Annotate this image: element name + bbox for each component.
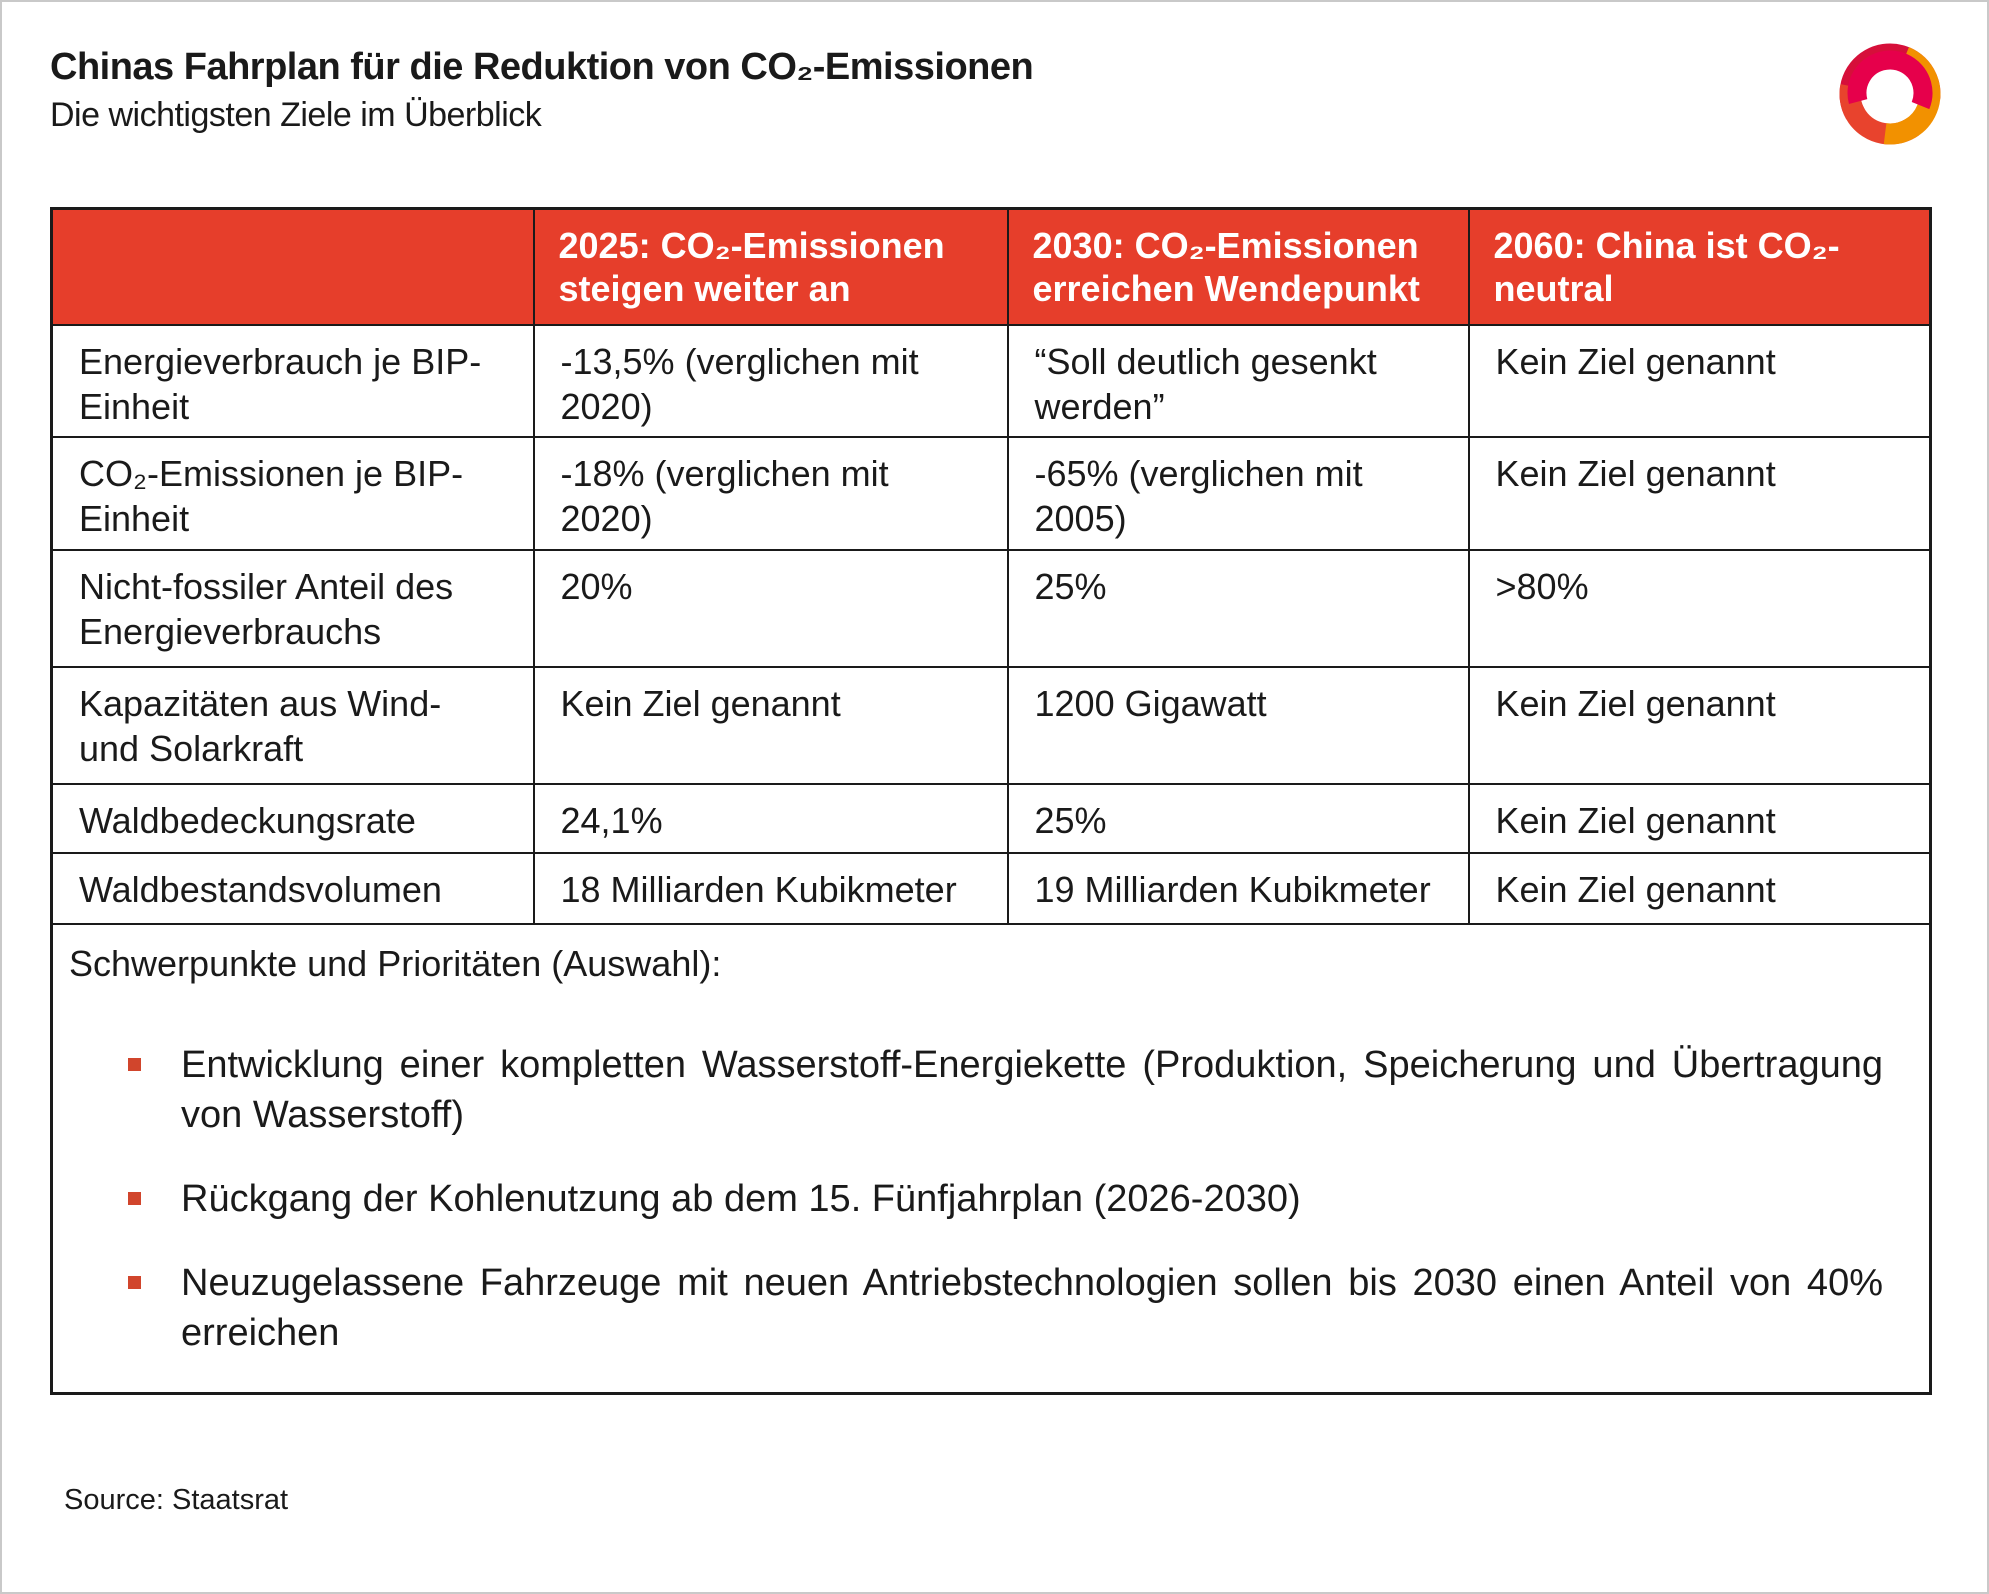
priorities-list bbox=[69, 1040, 1913, 1359]
list-item bbox=[69, 1258, 1913, 1358]
list-item-text: Entwicklung einer kompletten Wasserstoff-Energiekette (Produktion, Speicherung und Übertragung von Wasserstoff) bbox=[181, 1043, 1883, 1136]
row-label-cell: Waldbestandsvolumen bbox=[52, 853, 534, 924]
priorities-section bbox=[52, 924, 1931, 1394]
value-cell-2025: -13,5% (verglichen mit 2020) bbox=[534, 325, 1008, 437]
row-label-cell: Energieverbrauch je BIP-Einheit bbox=[52, 325, 534, 437]
row-label-cell: Nicht-fossiler Anteil des Energieverbrauchs bbox=[52, 550, 534, 667]
value-cell-2030: 25% bbox=[1008, 550, 1469, 667]
list-item bbox=[69, 1040, 1913, 1140]
table-header-row bbox=[52, 209, 1931, 325]
value-cell-2030: 1200 Gigawatt bbox=[1008, 667, 1469, 784]
value-cell-2025: 18 Milliarden Kubikmeter bbox=[534, 853, 1008, 924]
bullet-square-icon bbox=[128, 1276, 141, 1289]
table-row bbox=[52, 550, 1931, 667]
value-cell-2025: -18% (verglichen mit 2020) bbox=[534, 437, 1008, 550]
value-cell-2060: Kein Ziel genannt bbox=[1469, 853, 1931, 924]
value-cell-2025: 24,1% bbox=[534, 784, 1008, 853]
value-cell-2025: 20% bbox=[534, 550, 1008, 667]
list-item-text: Neuzugelassene Fahrzeuge mit neuen Antriebstechnologien sollen bis 2030 einen Anteil von 40% erreichen bbox=[181, 1261, 1883, 1355]
header-cell-2025: 2025: CO₂-Emissionen steigen weiter an bbox=[534, 209, 1008, 325]
list-item bbox=[69, 1174, 1913, 1224]
value-cell-2030: -65% (verglichen mit 2005) bbox=[1008, 437, 1469, 550]
bullet-square-icon bbox=[128, 1192, 141, 1205]
header-cell-2060: 2060: China ist CO₂-neutral bbox=[1469, 209, 1931, 325]
table-row bbox=[52, 667, 1931, 784]
logo-center-hole bbox=[1868, 72, 1912, 116]
table-row bbox=[52, 784, 1931, 853]
document-title: Chinas Fahrplan für die Reduktion von CO₂-Emissionen bbox=[50, 46, 1034, 88]
value-cell-2025: Kein Ziel genannt bbox=[534, 667, 1008, 784]
table-row bbox=[52, 325, 1931, 437]
header-cell-2030: 2030: CO₂-Emissionen erreichen Wendepunkt bbox=[1008, 209, 1469, 325]
value-cell-2060: >80% bbox=[1469, 550, 1931, 667]
source-note: Source: Staatsrat bbox=[64, 1484, 289, 1516]
value-cell-2030: 25% bbox=[1008, 784, 1469, 853]
value-cell-2060: Kein Ziel genannt bbox=[1469, 437, 1931, 550]
value-cell-2030: “Soll deutlich gesenkt werden” bbox=[1008, 325, 1469, 437]
value-cell-2060: Kein Ziel genannt bbox=[1469, 784, 1931, 853]
targets-table bbox=[50, 207, 1932, 1395]
row-label-cell: Kapazitäten aus Wind- und Solarkraft bbox=[52, 667, 534, 784]
value-cell-2030: 19 Milliarden Kubikmeter bbox=[1008, 853, 1469, 924]
bullet-square-icon bbox=[128, 1058, 141, 1071]
row-label-cell: CO₂-Emissionen je BIP-Einheit bbox=[52, 437, 534, 550]
header-cell-empty bbox=[52, 209, 534, 325]
table-row bbox=[52, 437, 1931, 550]
table-row bbox=[52, 853, 1931, 924]
priorities-heading: Schwerpunkte und Prioritäten (Auswahl): bbox=[69, 942, 722, 984]
list-item-text: Rückgang der Kohlenutzung ab dem 15. Fünfjahrplan (2026-2030) bbox=[181, 1177, 1301, 1220]
value-cell-2060: Kein Ziel genannt bbox=[1469, 667, 1931, 784]
priorities-row bbox=[52, 924, 1931, 1394]
value-cell-2060: Kein Ziel genannt bbox=[1469, 325, 1931, 437]
row-label-cell: Waldbedeckungsrate bbox=[52, 784, 534, 853]
brand-logo-icon bbox=[1830, 30, 1950, 154]
document-subtitle: Die wichtigsten Ziele im Überblick bbox=[50, 96, 542, 134]
